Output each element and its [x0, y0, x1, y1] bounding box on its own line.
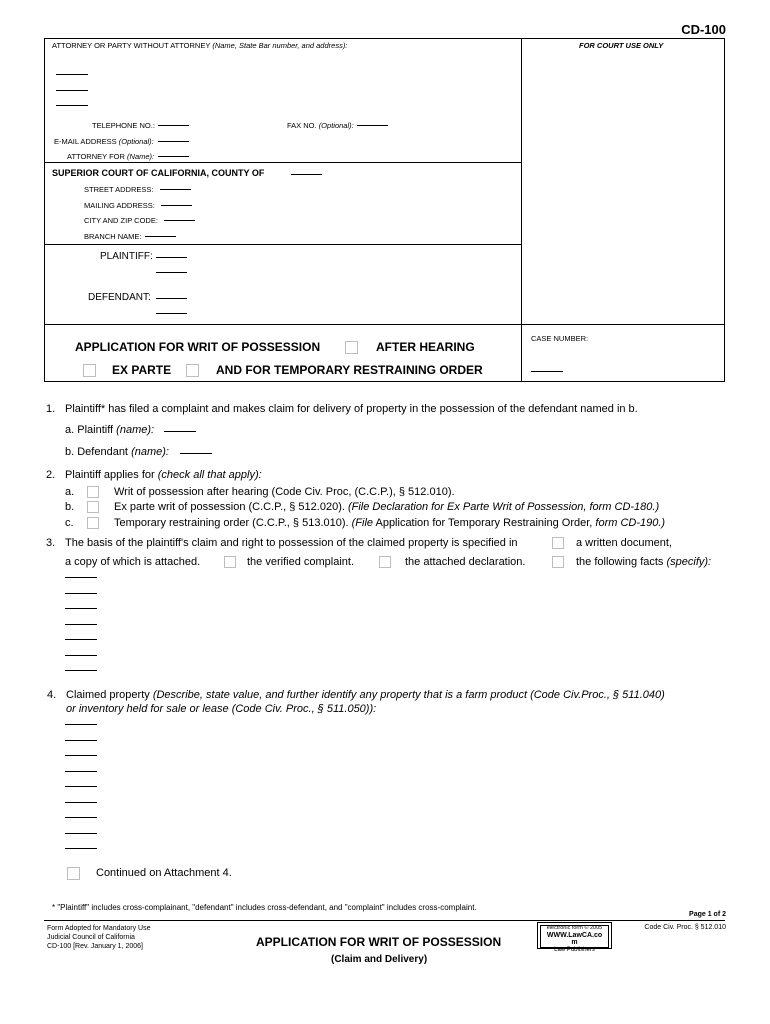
item3-verified-complaint-label: the verified complaint.	[247, 556, 354, 568]
title-tro: AND FOR TEMPORARY RESTRAINING ORDER	[216, 363, 483, 377]
item4-text: Claimed property (Describe, state value, and further identify any property that is a farm product (Code Civ.Proc., § 511.040)	[66, 689, 665, 701]
item1b-defendant-name-field[interactable]	[180, 453, 212, 454]
form-adopted-line-1: Form Adopted for Mandatory Use	[47, 925, 151, 932]
attorney-for-field[interactable]	[158, 156, 189, 157]
item3-facts-label: the following facts (specify):	[576, 556, 712, 568]
form-number: CD-100	[681, 22, 726, 37]
footer-subtitle: (Claim and Delivery)	[331, 954, 428, 965]
mailing-label: MAILING ADDRESS:	[84, 201, 155, 210]
branch-label: BRANCH NAME:	[84, 232, 142, 241]
item2c-letter: c.	[65, 517, 74, 529]
defendant-field-2[interactable]	[156, 313, 187, 314]
court-use-label: FOR COURT USE ONLY	[579, 41, 664, 50]
item4-number: 4.	[47, 689, 57, 701]
plaintiff-field-2[interactable]	[156, 272, 187, 273]
city-field[interactable]	[164, 220, 195, 221]
item1-number: 1.	[46, 403, 56, 415]
footnote: * "Plaintiff" includes cross-complainant, "defendant" includes cross-defendant, and "complaint" includes cross-complaint.	[52, 903, 477, 912]
court-label: SUPERIOR COURT OF CALIFORNIA, COUNTY OF	[52, 168, 265, 178]
item3-declaration-checkbox[interactable]	[379, 556, 391, 568]
item3-written-document-label: a written document,	[576, 537, 672, 549]
item2a-letter: a.	[65, 486, 75, 498]
plaintiff-label: PLAINTIFF:	[100, 251, 153, 262]
item2-text: Plaintiff applies for (check all that apply):	[65, 469, 262, 481]
item2b-text: Ex parte writ of possession (C.C.P., § 512.020). (File Declaration for Ex Parte Writ of Possession, form CD-180.)	[114, 501, 660, 513]
item2a-text: Writ of possession after hearing (Code Civ. Proc, (C.C.P.), § 512.010).	[114, 486, 455, 498]
title-after-hearing: AFTER HEARING	[376, 340, 475, 354]
tro-checkbox[interactable]	[186, 364, 199, 377]
street-field[interactable]	[160, 189, 191, 190]
street-label: STREET ADDRESS:	[84, 185, 154, 194]
email-label: E-MAIL ADDRESS (Optional):	[54, 137, 154, 146]
continued-attachment-checkbox[interactable]	[67, 867, 80, 880]
item1a-plaintiff-name-field[interactable]	[164, 431, 196, 432]
fax-field[interactable]	[357, 125, 388, 126]
form-adopted-line-2: Judicial Council of California	[47, 934, 135, 941]
item3-verified-complaint-checkbox[interactable]	[224, 556, 236, 568]
case-number-field[interactable]	[531, 371, 563, 372]
logo-line-1: electronic form © 2005	[546, 925, 603, 931]
publisher-logo	[537, 922, 612, 953]
title-main: APPLICATION FOR WRIT OF POSSESSION	[75, 340, 321, 354]
after-hearing-checkbox[interactable]	[345, 341, 358, 354]
fax-label: FAX NO. (Optional):	[287, 121, 354, 130]
item4-note-line2: or inventory held for sale or lease (Code Civ. Proc., § 511.050)):	[66, 703, 377, 715]
title-ex-parte: EX PARTE	[112, 363, 172, 377]
logo-line-4: Law Publishers	[554, 947, 595, 953]
attorney-line-3[interactable]	[56, 105, 88, 106]
item2a-checkbox[interactable]	[87, 486, 99, 498]
attorney-for-label: ATTORNEY FOR (Name):	[67, 152, 155, 161]
plaintiff-field-1[interactable]	[156, 257, 187, 258]
defendant-field-1[interactable]	[156, 298, 187, 299]
continued-attachment-label: Continued on Attachment 4.	[96, 867, 232, 879]
county-field[interactable]	[291, 174, 322, 175]
logo-line-3: m	[571, 939, 578, 946]
item3-written-document-checkbox[interactable]	[552, 537, 564, 549]
city-label: CITY AND ZIP CODE:	[84, 216, 158, 225]
mailing-field[interactable]	[161, 205, 192, 206]
attorney-line-1[interactable]	[56, 74, 88, 75]
item2c-text: Temporary restraining order (C.C.P., § 513.010). (File Application for Temporary Restraining Order, form CD-190.)	[114, 517, 666, 529]
form-adopted-block	[47, 924, 151, 951]
attorney-line-2[interactable]	[56, 90, 88, 91]
attorney-label: ATTORNEY OR PARTY WITHOUT ATTORNEY (Name, State Bar number, and address):	[52, 41, 348, 50]
item2b-letter: b.	[65, 501, 75, 513]
item1b-label: b. Defendant (name):	[65, 446, 169, 458]
item3-text: The basis of the plaintiff's claim and right to possession of the claimed property is specified in	[65, 537, 518, 549]
ex-parte-checkbox[interactable]	[83, 364, 96, 377]
form-adopted-line-3: CD-100 [Rev. January 1, 2006]	[47, 943, 143, 950]
item3-declaration-label: the attached declaration.	[405, 556, 526, 568]
item2b-checkbox[interactable]	[87, 501, 99, 513]
item3-facts-checkbox[interactable]	[552, 556, 564, 568]
branch-field[interactable]	[145, 236, 176, 237]
telephone-field[interactable]	[158, 125, 189, 126]
telephone-label: TELEPHONE NO.:	[92, 121, 155, 130]
email-field[interactable]	[158, 141, 189, 142]
item2c-checkbox[interactable]	[87, 517, 99, 529]
code-reference: Code Civ. Proc. § 512.010	[644, 924, 726, 931]
case-number-label: CASE NUMBER:	[531, 334, 589, 343]
item2-number: 2.	[46, 469, 56, 481]
item3-number: 3.	[46, 537, 56, 549]
footer-title: APPLICATION FOR WRIT OF POSSESSION	[256, 935, 502, 949]
item1-text: Plaintiff* has filed a complaint and makes claim for delivery of property in the possession of the defendant named in b.	[65, 403, 638, 415]
defendant-label: DEFENDANT:	[88, 292, 151, 303]
footer-divider	[44, 920, 725, 921]
item1a-label: a. Plaintiff (name):	[65, 424, 155, 436]
logo-line-2: WWW.LawCA.co	[546, 932, 603, 939]
page-number: Page 1 of 2	[689, 911, 726, 918]
item3-copy-text: a copy of which is attached.	[65, 556, 201, 568]
